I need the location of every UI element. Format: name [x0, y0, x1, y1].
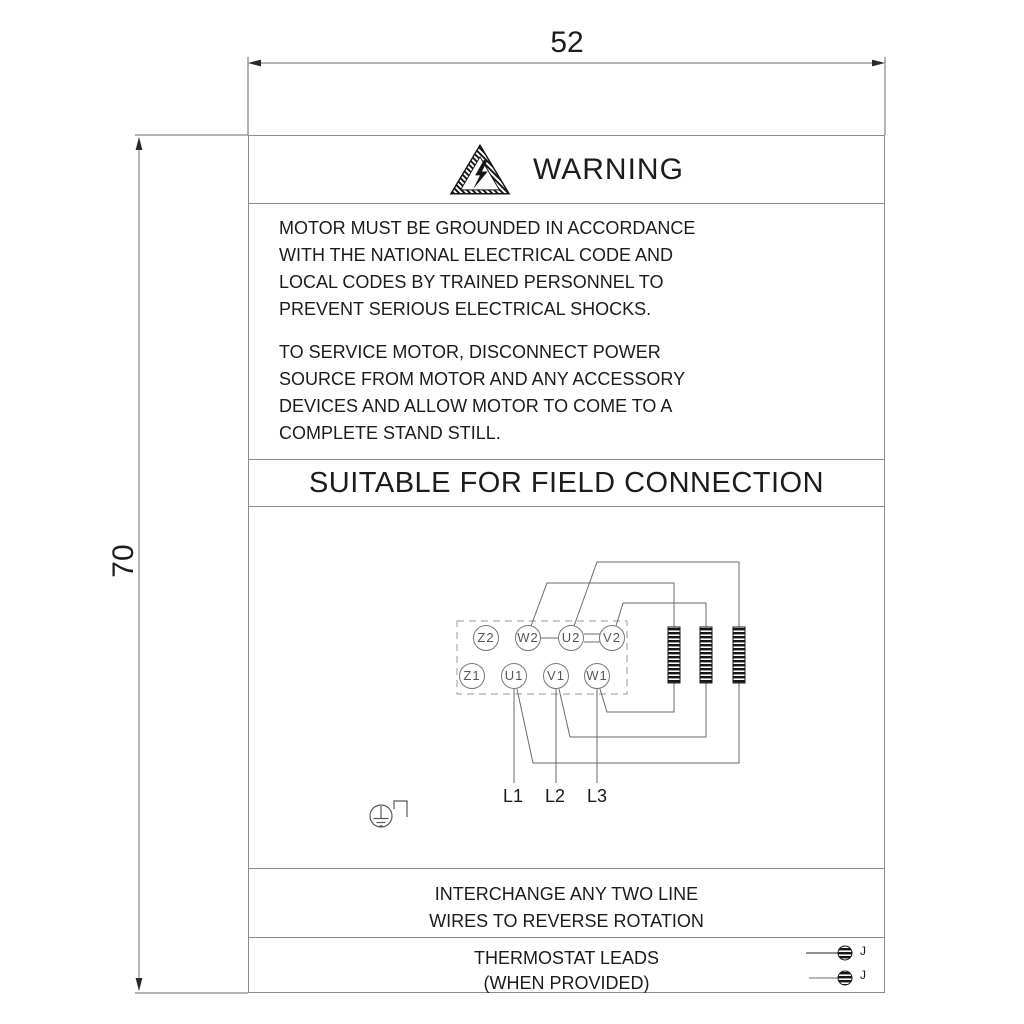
terminal-v1: V1 — [543, 663, 569, 689]
thermostat-note-line1: THERMOSTAT LEADS — [473, 948, 660, 968]
text-line: SOURCE FROM MOTOR AND ANY ACCESSORY — [279, 369, 686, 389]
interchange-note-line1: INTERCHANGE ANY TWO LINE — [434, 884, 699, 904]
text-line: WITH THE NATIONAL ELECTRICAL CODE AND — [279, 245, 674, 265]
terminal-v2: V2 — [599, 625, 625, 651]
line-label-l2: L2 — [544, 786, 566, 806]
terminal-u1: U1 — [501, 663, 527, 689]
terminal-z2: Z2 — [473, 625, 499, 651]
height-dimension-label: 70 — [107, 544, 140, 578]
terminal-w1: W1 — [584, 663, 610, 689]
service-warning-paragraph — [279, 339, 884, 447]
electrical-hazard-icon — [449, 143, 511, 196]
warning-text-section — [249, 204, 884, 459]
text-line: PREVENT SERIOUS ELECTRICAL SHOCKS. — [279, 299, 652, 319]
text-line: DEVICES AND ALLOW MOTOR TO COME TO A — [279, 396, 673, 416]
nameplate-label — [248, 135, 885, 993]
warning-header-section — [249, 136, 884, 204]
text-line: MOTOR MUST BE GROUNDED IN ACCORDANCE — [279, 218, 696, 238]
width-dimension-label: 52 — [550, 26, 584, 59]
field-connection-title: SUITABLE FOR FIELD CONNECTION — [308, 466, 825, 499]
field-connection-banner — [249, 459, 884, 507]
interchange-note-section — [249, 869, 884, 938]
thermostat-lead-label-2: J — [860, 968, 866, 982]
height-dimension-lines — [135, 135, 248, 993]
wiring-diagram-section — [249, 507, 884, 869]
thermostat-note-section — [249, 938, 884, 992]
terminal-w2: W2 — [515, 625, 541, 651]
line-label-l1: L1 — [502, 786, 524, 806]
thermostat-note-line2: (WHEN PROVIDED) — [483, 973, 650, 993]
warning-title: WARNING — [533, 152, 684, 186]
grounding-warning-paragraph — [279, 215, 884, 323]
thermostat-lead-label-1: J — [860, 944, 866, 958]
line-label-l3: L3 — [586, 786, 608, 806]
terminal-u2: U2 — [558, 625, 584, 651]
text-line: LOCAL CODES BY TRAINED PERSONNEL TO — [279, 272, 664, 292]
width-dimension-lines — [248, 57, 885, 135]
text-line: TO SERVICE MOTOR, DISCONNECT POWER — [279, 342, 661, 362]
text-line: COMPLETE STAND STILL. — [279, 423, 501, 443]
interchange-note-line2: WIRES TO REVERSE ROTATION — [429, 911, 704, 931]
terminal-z1: Z1 — [459, 663, 485, 689]
